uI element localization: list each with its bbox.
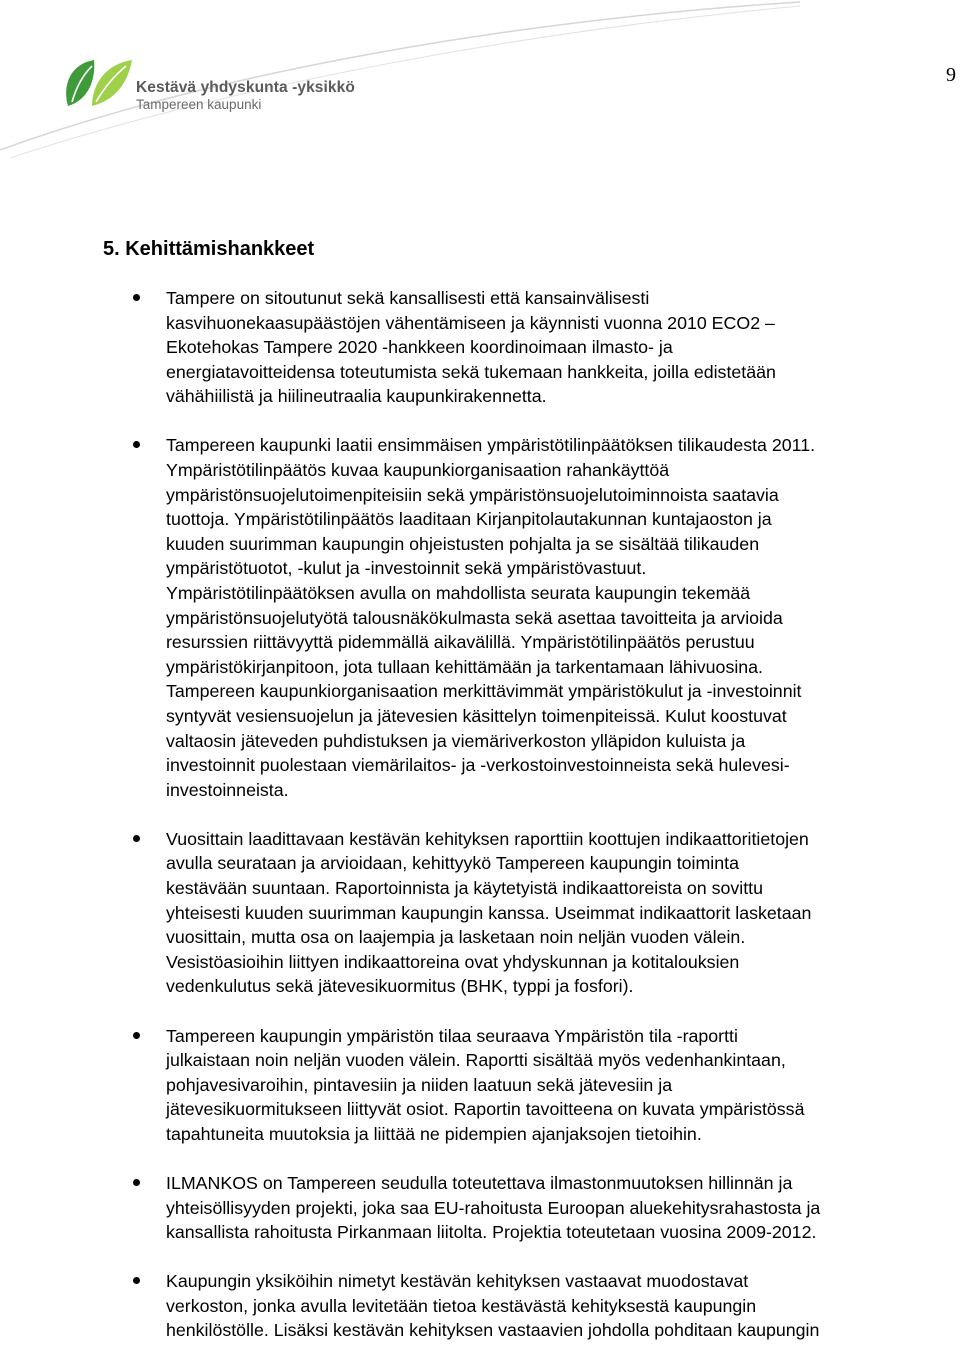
bullet-list: [0, 286, 960, 1368]
section-heading: 5. Kehittämishankkeet: [103, 238, 315, 260]
bullet-icon: [133, 1277, 140, 1284]
bullet-icon: [133, 1032, 140, 1039]
list-item-text: Tampereen kaupunki laatii ensimmäisen ympäristötilinpäätöksen tilikaudesta 2011. Ympäristötilinpäätös kuvaa kaupunkiorganisaation rahankäyttöä ympäristönsuojelutoimenpiteisiin sekä ympäristönsuojelutoiminnoista saatavia tuottoja. Ympäristötilinpäätös laaditaan Kirjanpitolautakunnan kuntajaoston ja kuuden suurimman kaupungin ohjeistusten pohjalta ja se sisältää tilikauden ympäristötuotot, -kulut ja -investoinnit sekä ympäristövastuut. Ympäristötilinpäätöksen avulla on mahdollista seurata kaupungin tekemää ympäristönsuojelutyötä talousnäkökulmasta sekä asettaa tavoitteita ja arvioida resurssien riittävyyttä pidemmällä aikavälillä. Ympäristötilinpäätös perustuu ympäristökirjanpitoon, jota tullaan kehittämään ja tarkentamaan lähivuosina. Tampereen kaupunkiorganisaation merkittävimmät ympäristökulut ja -investoinnit syntyvät vesiensuojelun ja jätevesien käsittelyn toimenpiteissä. Kulut koostuvat valtaosin jäteveden puhdistuksen ja viemäriverkoston ylläpidon kuluista ja investoinnit puolestaan viemärilaitos- ja -verkostoinvestoinneista sekä hulevesi- investoinneista.: [166, 435, 816, 800]
logo-subtitle: Tampereen kaupunki: [136, 97, 262, 112]
page-header: [0, 0, 960, 160]
bullet-icon: [133, 835, 140, 842]
list-item-text: ILMANKOS on Tampereen seudulla toteutettava ilmastonmuutoksen hillinnän ja yhteisöllisyyden projekti, joka saa EU-rahoitusta Euroopan aluekehitysrahastosta ja kansallista rahoitusta Pirkanmaan liitolta. Projektia toteutetaan vuosina 2009-2012.: [166, 1173, 821, 1243]
bullet-icon: [133, 441, 140, 448]
list-item: [0, 1171, 960, 1245]
list-item: [0, 827, 960, 999]
list-item: [0, 1024, 960, 1147]
list-item-text: Tampere on sitoutunut sekä kansallisesti että kansainvälisesti kasvihuonekaasupäästöjen vähentämiseen ja käynnisti vuonna 2010 ECO2 – Ekotehokas Tampere 2020 -hankkeen koordinoimaan ilmasto- ja energiatavoitteidensa toteutumista sekä tukemaan hankkeita, joilla edistetään vähähiilistä ja hiilineutraalia kaupunkirakennetta.: [166, 288, 776, 407]
bullet-icon: [133, 294, 140, 301]
logo-title: Kestävä yhdyskunta -yksikkö: [136, 79, 355, 96]
list-item-text: Tampereen kaupungin ympäristön tilaa seuraava Ympäristön tila -raportti julkaistaan noin neljän vuoden välein. Raportti sisältää myös vedenhankintaan, pohjavesivaroihin, pintavesiin ja niiden laatuun sekä jätevesiin ja jätevesikuormitukseen liittyvät osiot. Raportin tavoitteena on kuvata ympäristössä tapahtuneita muutoksia ja liittää ne pidempien ajanjaksojen tietoihin.: [166, 1025, 805, 1144]
list-item: [0, 286, 960, 409]
page-number: 9: [946, 64, 956, 86]
list-item: [0, 433, 960, 802]
leaf-logo-icon: [62, 54, 134, 114]
list-item: [0, 1269, 960, 1343]
list-item-text: Vuosittain laadittavaan kestävän kehityksen raporttiin koottujen indikaattoritietojen avulla seurataan ja arvioidaan, kehittyykö Tampereen kaupungin toiminta kestävään suuntaan. Raportoinnista ja käytetyistä indikaattoreista on sovittu yhteisesti kuuden suurimman kaupungin kanssa. Useimmat indikaattorit lasketaan vuosittain, mutta osa on laajempia ja lasketaan noin neljän vuoden välein. Vesistöasioihin liittyen indikaattoreina ovat yhdyskunnan ja kotitalouksien vedenkulutus sekä jätevesikuormitus (BHK, typpi ja fosfori).: [166, 828, 812, 997]
bullet-icon: [133, 1179, 140, 1186]
list-item-text: Kaupungin yksiköihin nimetyt kestävän kehityksen vastaavat muodostavat verkoston, jonka avulla levitetään tietoa kestävästä kehityksestä kaupungin henkilöstölle. Lisäksi kestävän kehityksen vastaavien johdolla pohditaan kaupungin: [166, 1271, 820, 1341]
